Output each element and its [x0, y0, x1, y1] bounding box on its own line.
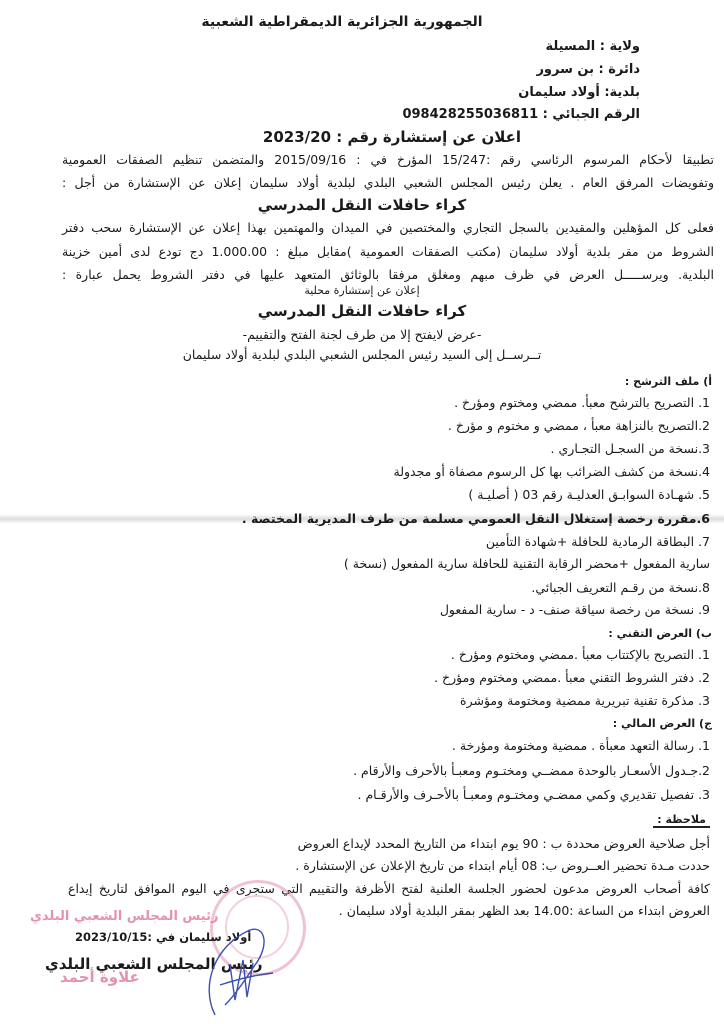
republic-header: الجمهورية الجزائرية الديمقراطية الشعبية: [201, 14, 483, 30]
daira: دائرة : بن سرور: [536, 62, 640, 77]
section-a-heading: أ) ملف الترشح :: [624, 375, 712, 388]
envelope-line: إعلان عن إستشارة محلية: [304, 284, 420, 297]
list-item: 3. مذكرة تقنية تبريرية ممضية ومختومة ومؤشرة: [460, 693, 710, 708]
stamp-title: رئيس المجلس الشعبي البلدي: [30, 909, 219, 924]
list-item: 2. دفتر الشروط التقني معبأ .ممضي ومختوم ومؤرخ .: [434, 670, 710, 685]
body-line: فعلى كل المؤهلين والمقيدين بالسجل التجاري والمختصين في الميدان والمهتمين بهذا إعلان عن الإستشارة سحب دفتر: [62, 220, 714, 235]
section-c-heading: ج) العرض المالي :: [612, 717, 712, 730]
list-item: 8.نسخة من رقـم التعريف الجبائي.: [531, 580, 710, 595]
list-item: 3. تفصيل تقديري وكمي ممضـي ومختـوم ومعبـأ بالأحـرف والأرقـام .: [357, 787, 710, 802]
wilaya: ولاية : المسيلة: [545, 39, 640, 54]
signatory-title: رئيس المجلس الشعبي البلدي: [45, 955, 263, 973]
signing-date: أولاد سليمان في :2023/10/15: [75, 930, 252, 944]
body-line: البلدية. ويرســـــل العرض في ظرف مبهم ومغلق مرفقا بالوثائق المتعهد عليها في دفتر الشروط يحمل عبارة :: [62, 267, 714, 282]
signature: [195, 925, 275, 1020]
tax-id: الرقم الجبائي : 098428255036811: [402, 107, 640, 122]
intro-line: تطبيقا لأحكام المرسوم الرئاسي رقم :15/247 المؤرخ في : 2015/09/16 والمتضمن تنظيم الصفقات العمومية: [62, 152, 714, 167]
list-item: 5. شهـادة السوابـق العدليـة رقم 03 ( أصليـة ): [468, 487, 710, 502]
note-line: حددت مـدة تحضير العــروض ب: 08 أيام ابتداء من تاريخ الإعلان عن الإستشارة .: [295, 858, 710, 873]
list-item: 6.مقررة رخصة إستغلال النقل العمومي مسلمة من طرف المديرية المختصة .: [241, 511, 710, 526]
list-item: 2.التصريح بالنزاهة معبأ ، ممضي و مختوم و مؤرخ .: [447, 418, 710, 433]
list-item: 2.جـدول الأسعـار بالوحدة ممضــي ومختـوم ومعبـأ بالأحرف والأرقام .: [353, 763, 710, 778]
list-item: 9. نسخة من رخصة سياقة صنف- د - سارية المفعول: [439, 602, 710, 617]
list-item: 1. التصريح بالترشح معبأ. ممضي ومختوم ومؤرخ .: [454, 395, 710, 410]
list-item: سارية المفعول +محضر الرقابة التقنية للحافلة سارية المفعول (نسخة ): [343, 556, 710, 571]
body-line: الشروط من مقر بلدية أولاد سليمان (مكتب الصفقات العمومية )مقابل مبلغ : 1.000.00 دج تودع لدى أمين خزينة: [62, 244, 715, 259]
section-b-heading: ب) العرض التقني :: [608, 627, 712, 640]
list-item: 7. البطاقة الرمادية للحافلة +شهادة التأمين: [485, 534, 710, 549]
list-item: 3.نسخة من السجـل التجـاري .: [550, 441, 710, 456]
commune: بلدية: أولاد سليمان: [518, 85, 640, 100]
notes-heading: ملاحظة :: [653, 813, 710, 828]
envelope-line: تــرســل إلى السيد رئيس المجلس الشعبي البلدي لبلدية أولاد سليمان: [182, 347, 542, 362]
envelope-subject: كراء حافلات النقل المدرسي: [257, 302, 467, 320]
list-item: 4.نسخة من كشف الضرائب بها كل الرسوم مصفاة أو مجدولة: [393, 464, 710, 479]
envelope-line: -عرض لايفتح إلا من طرف لجنة الفتح والتقييم-: [242, 327, 482, 342]
note-line: كافة أصحاب العروض مدعون لحضور الجلسة العلنية لفتح الأظرفة والتقييم التي ستجرى في اليوم الموافق لتاريخ إيداع: [68, 881, 710, 896]
stamp-name: علاوة أحمد: [60, 968, 140, 986]
intro-line: وتفويضات المرفق العام . يعلن رئيس المجلس الشعبي البلدي لبلدية أولاد سليمان إعلان عن الإستشارة من أجل :: [62, 175, 714, 190]
announcement-title: اعلان عن إستشارة رقم : 2023/20: [262, 128, 522, 146]
list-item: 1. رسالة التعهد معبأة . ممضية ومختومة ومؤرخة .: [451, 738, 710, 753]
note-line: العروض ابتداء من الساعة :14.00 بعد الظهر بمقر البلدية أولاد سليمان .: [338, 903, 710, 918]
subject-title: كراء حافلات النقل المدرسي: [257, 196, 467, 214]
list-item: 1. التصريح بالإكتتاب معبأ .ممضي ومختوم ومؤرخ .: [450, 647, 710, 662]
note-line: أجل صلاحية العروض محددة ب : 90 يوم ابتداء من التاريخ المحدد لإيداع العروض: [297, 836, 710, 851]
